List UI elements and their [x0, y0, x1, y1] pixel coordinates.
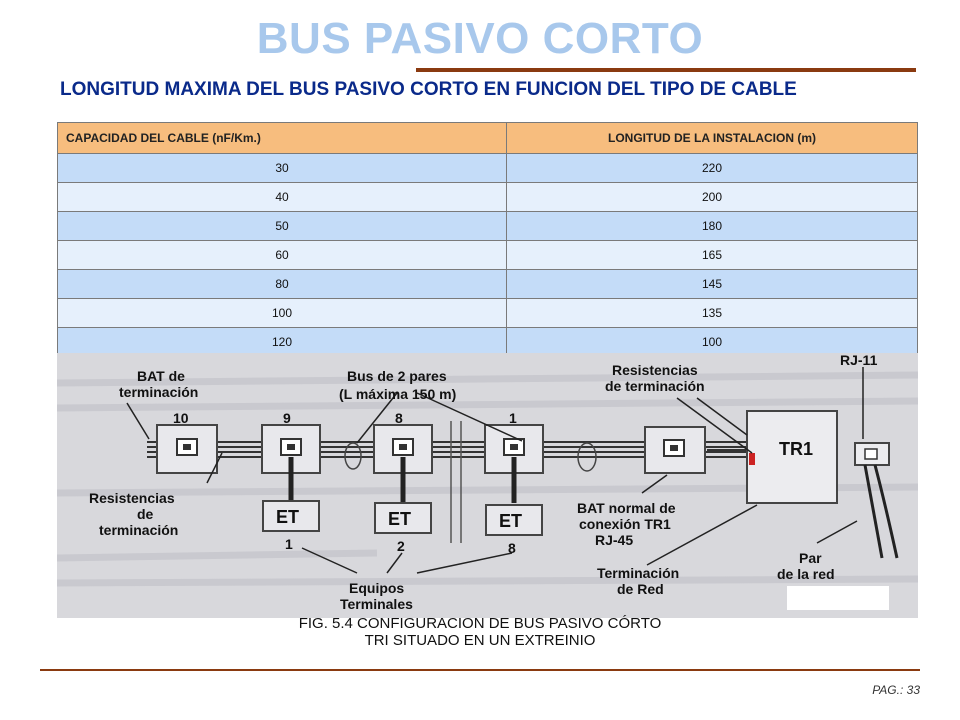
table-cell: 220	[507, 154, 918, 183]
bus-label: Bus de 2 pares (L máxima 150 m)	[339, 368, 457, 402]
page-title: BUS PASIVO CORTO	[256, 14, 704, 63]
et-stems	[291, 457, 514, 503]
et-label: ET	[388, 509, 412, 529]
et-number-1: 1	[285, 536, 293, 552]
bat-box-tr1-connection	[645, 427, 705, 473]
table-row	[58, 299, 918, 328]
rj11-label: RJ-11	[840, 353, 878, 368]
cable-length-table	[57, 122, 918, 357]
table-row	[58, 183, 918, 212]
table-cell: 30	[58, 154, 507, 183]
table-cell: 40	[58, 183, 507, 212]
table-cell: 120	[58, 328, 507, 357]
et-box-1	[263, 501, 319, 531]
tr1-label: TR1	[779, 439, 814, 459]
page-subtitle: LONGITUD MAXIMA DEL BUS PASIVO CORTO EN FUNCION DEL TIPO DE CABLE	[60, 79, 797, 100]
table-header-row	[58, 123, 918, 154]
table-cell: 200	[507, 183, 918, 212]
table-cell: 50	[58, 212, 507, 241]
bat-number-9: 9	[283, 410, 291, 426]
par-red-label: Par de la red	[777, 550, 835, 582]
bat-terminacion-label: BAT de terminación	[119, 368, 199, 400]
bus-diagram-figure	[57, 353, 918, 618]
bottom-divider	[40, 669, 920, 671]
table-cell: 100	[507, 328, 918, 357]
et-label: ET	[276, 507, 300, 527]
bat-number-1: 1	[509, 410, 517, 426]
column-header-capacity: CAPACIDAD DEL CABLE (nF/Km.)	[58, 123, 507, 154]
et-divider-lines	[451, 421, 461, 543]
resistencias-top-label: Resistencias de terminación	[605, 362, 705, 394]
bat-number-10: 10	[173, 410, 189, 426]
table-row	[58, 270, 918, 299]
equipos-terminales-label: Equipos Terminales	[340, 580, 413, 612]
table-cell: 165	[507, 241, 918, 270]
table-row	[58, 241, 918, 270]
et-number-8: 8	[508, 540, 516, 556]
white-patch	[787, 586, 889, 610]
table-cell: 60	[58, 241, 507, 270]
tr1-unit	[747, 411, 837, 503]
table-cell: 135	[507, 299, 918, 328]
bus-diagram-svg	[57, 353, 918, 618]
table-row	[58, 212, 918, 241]
table-cell: 180	[507, 212, 918, 241]
bat-box-10	[157, 425, 217, 473]
top-divider	[416, 68, 916, 72]
figure-caption	[0, 615, 960, 649]
table-cell: 100	[58, 299, 507, 328]
table-cell: 145	[507, 270, 918, 299]
et-label: ET	[499, 511, 523, 531]
table-row	[58, 154, 918, 183]
caption-line-2: TRI SITUADO EN UN EXTREINIO	[364, 632, 596, 649]
terminacion-red-label: Terminación de Red	[597, 565, 680, 597]
et-box-8	[486, 505, 542, 535]
bat-number-8: 8	[395, 410, 403, 426]
caption-line-1: FIG. 5.4 CONFIGURACION DE BUS PASIVO CÓRTO	[298, 615, 662, 632]
bat-normal-label: BAT normal de conexión TR1 RJ-45	[577, 500, 676, 548]
resistencias-left-label: Resistencias de terminación	[89, 490, 179, 538]
et-box-2	[375, 503, 431, 533]
table-cell: 80	[58, 270, 507, 299]
et-number-2: 2	[397, 538, 405, 554]
rj11-socket	[855, 443, 897, 558]
column-header-length: LONGITUD DE LA INSTALACION (m)	[507, 123, 918, 154]
page-number: PAG.: 33	[872, 683, 920, 697]
